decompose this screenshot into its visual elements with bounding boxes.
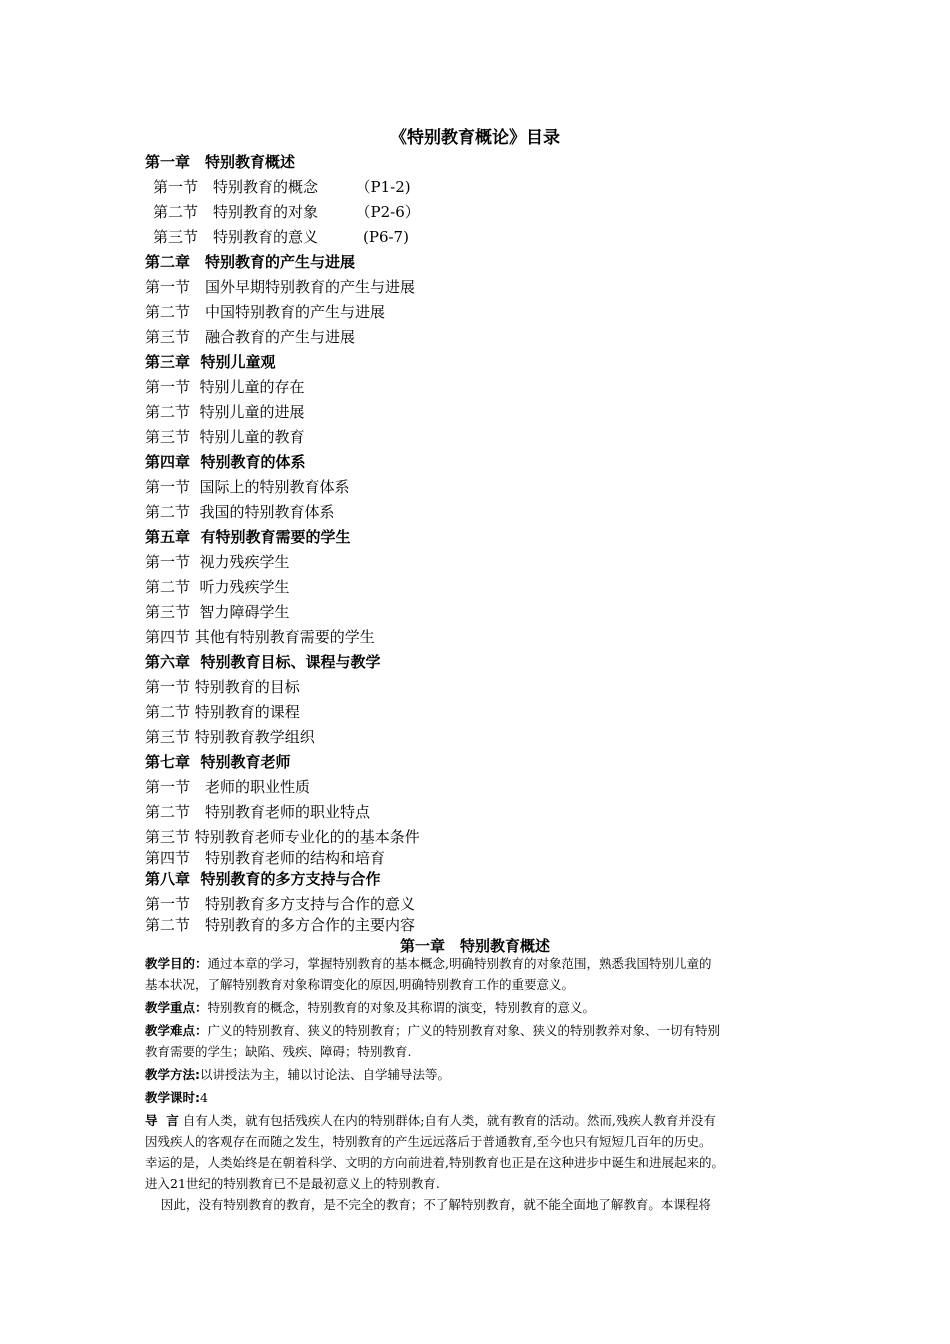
toc-section: 第三节 特别教育教学组织	[145, 728, 315, 746]
toc-section: 第一节 视力残疾学生	[145, 553, 290, 571]
introduction-line-4: 进入21世纪的特别教育已不是最初意义上的特别教育.	[145, 1176, 440, 1191]
teaching-method: 教学方法:以讲授法为主，辅以讨论法、自学辅导法等。	[145, 1067, 451, 1082]
toc-chapter: 第八章 特别教育的多方支持与合作	[145, 870, 381, 888]
introduction-line-2: 因残疾人的客观存在而随之发生，特别教育的产生远远落后于普通教育,至今也只有短短几百年的历史。	[145, 1134, 712, 1149]
introduction-label: 导 言	[145, 1113, 179, 1128]
toc-section: 第四节 其他有特别教育需要的学生	[145, 628, 375, 646]
toc-section: 第四节 特别教育老师的结构和培育	[145, 849, 386, 867]
teaching-aim: 教学目的：通过本章的学习，掌握特别教育的基本概念,明确特别教育的对象范围，熟悉我国特别儿童的	[145, 956, 712, 971]
table-of-contents	[145, 151, 845, 935]
toc-section: 第一节 国际上的特别教育体系	[145, 478, 350, 496]
paragraph-2: 因此，没有特别教育的教育，是不完全的教育；不了解特别教育，就不能全面地了解教育。本课程将	[145, 1197, 711, 1212]
teaching-focus-label: 教学重点：	[145, 1000, 208, 1015]
teaching-hours: 教学课时:4	[145, 1090, 208, 1105]
toc-section: 第二节 听力残疾学生	[145, 578, 290, 596]
teaching-difficulty-label: 教学难点：	[145, 1023, 208, 1038]
toc-chapter: 第四章 特别教育的体系	[145, 453, 306, 471]
toc-section: 第三节 智力障碍学生	[145, 603, 290, 621]
teaching-hours-label: 教学课时:	[145, 1090, 200, 1105]
introduction: 导 言 自有人类，就有包括残疾人在内的特别群体;自有人类，就有教育的活动。然而,残疾人教育并没有	[145, 1113, 716, 1128]
toc-section: 第一节 特别教育多方支持与合作的意义	[145, 895, 416, 913]
document-title: 《特别教育概论》目录	[390, 128, 560, 148]
toc-section: 第一节 特别教育的目标	[145, 678, 300, 696]
teaching-difficulty-cont: 教育需要的学生；缺陷、残疾、障碍；特别教育.	[145, 1044, 412, 1059]
toc-section: 第二节 特别教育的课程	[145, 703, 300, 721]
chapter-heading: 第一章 特别教育概述	[399, 937, 550, 955]
toc-section: 第三节 特别儿童的教育	[145, 428, 305, 446]
toc-chapter: 第七章 特别教育老师	[145, 753, 291, 771]
toc-chapter: 第一章 特别教育概述	[145, 153, 296, 171]
toc-chapter: 第三章 特别儿童观	[145, 353, 276, 371]
toc-section: 第一节 特别教育的概念 （P1-2)	[153, 178, 411, 196]
teaching-aim-cont: 基本状况，了解特别教育对象称谓变化的原因,明确特别教育工作的重要意义。	[145, 977, 574, 992]
toc-section: 第二节 特别儿童的进展	[145, 403, 305, 421]
teaching-method-label: 教学方法:	[145, 1067, 200, 1082]
toc-section: 第三节 特别教育老师专业化的的基本条件	[145, 828, 420, 846]
toc-chapter: 第二章 特别教育的产生与进展	[145, 253, 356, 271]
toc-section: 第一节 老师的职业性质	[145, 778, 311, 796]
toc-section: 第二节 特别教育老师的职业特点	[145, 803, 371, 821]
toc-section: 第一节 特别儿童的存在	[145, 378, 305, 396]
toc-section: 第三节 融合教育的产生与进展	[145, 328, 356, 346]
toc-chapter: 第六章 特别教育目标、课程与教学	[145, 653, 381, 671]
toc-section: 第三节 特别教育的意义 (P6-7)	[153, 228, 409, 246]
teaching-aim-label: 教学目的：	[145, 956, 208, 971]
toc-section: 第二节 中国特别教育的产生与进展	[145, 303, 386, 321]
toc-section: 第二节 特别教育的对象 （P2-6）	[153, 203, 420, 221]
toc-chapter: 第五章 有特别教育需要的学生	[145, 528, 351, 546]
toc-section: 第二节 特别教育的多方合作的主要内容	[145, 916, 416, 934]
toc-section: 第二节 我国的特别教育体系	[145, 503, 335, 521]
teaching-focus: 教学重点：特别教育的概念，特别教育的对象及其称谓的演变，特别教育的意义。	[145, 1000, 596, 1015]
teaching-difficulty: 教学难点：广义的特别教育、狭义的特别教育；广义的特别教育对象、狭义的特别教养对象、一切有特别	[145, 1023, 721, 1038]
chapter-body	[145, 953, 825, 1215]
toc-section: 第一节 国外早期特别教育的产生与进展	[145, 278, 416, 296]
introduction-line-3: 幸运的是，人类始终是在朝着科学、文明的方向前进着,特别教育也正是在这种进步中诞生和进展起来的。	[145, 1155, 724, 1170]
